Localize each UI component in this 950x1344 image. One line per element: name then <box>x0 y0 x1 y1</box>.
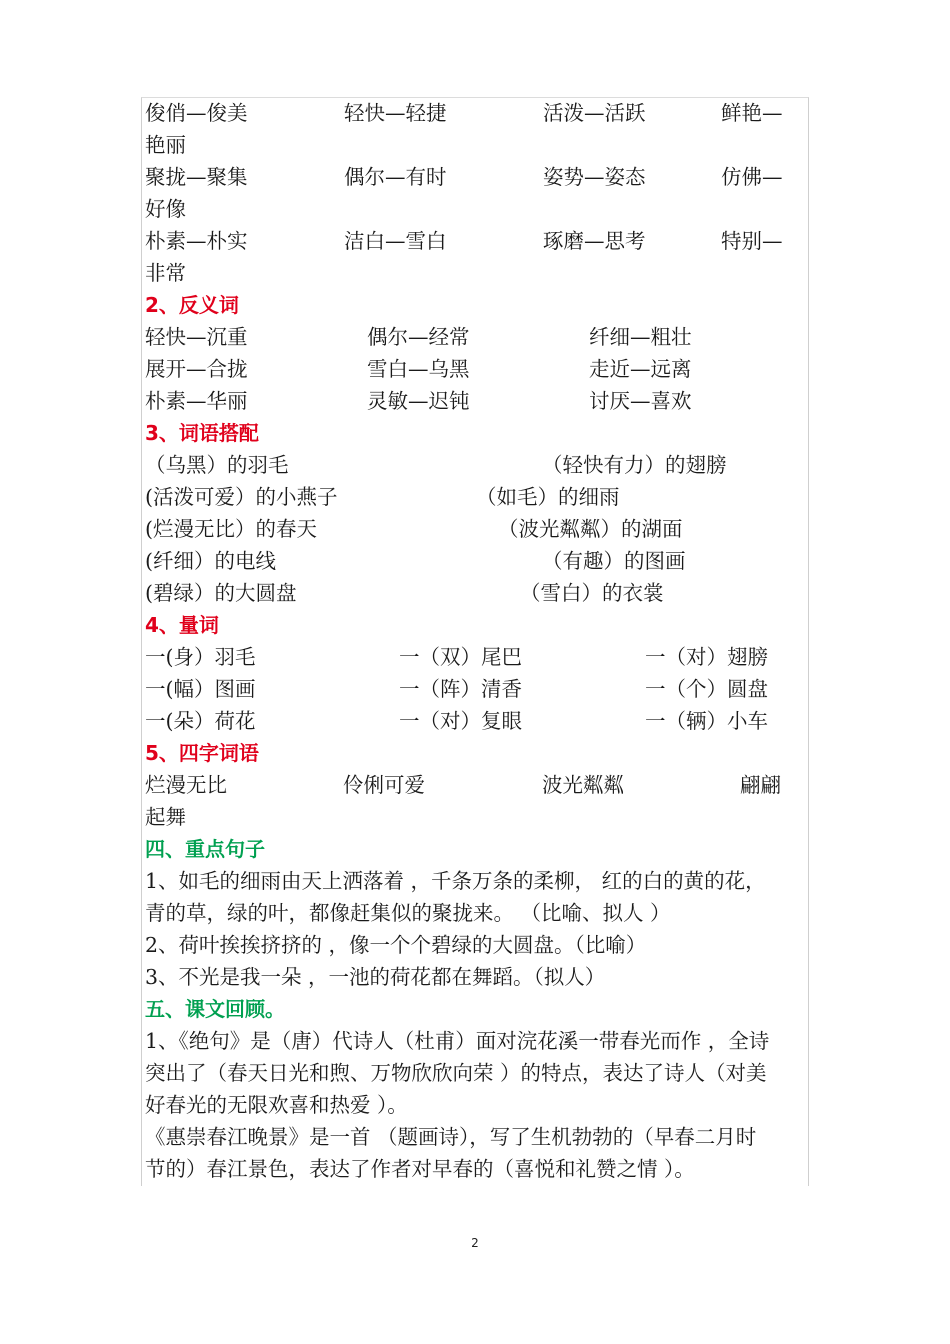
measure-phrase: 一(朵）荷花 <box>145 709 256 733</box>
word-pair: 灵敏—迟钝 <box>367 389 470 413</box>
review-line: 1、《绝句》是（唐）代诗人（杜甫）面对浣花溪一带春光而作 ，全诗 <box>145 1029 770 1053</box>
section-heading: 4、量词 <box>145 613 219 637</box>
idiom: 伶俐可爱 <box>343 773 425 797</box>
word-pair: 活泼—活跃 <box>543 101 646 125</box>
collocation-row <box>145 481 807 513</box>
word-pair: 展开—合拢 <box>145 357 248 381</box>
measure-phrase: 一（双）尾巴 <box>399 645 522 669</box>
antonym-row <box>145 353 807 385</box>
word-pair: 鲜艳— <box>721 101 783 125</box>
collocation: （轻快有力）的翅膀 <box>542 453 727 477</box>
collocation: (纤细）的电线 <box>145 549 276 573</box>
word-pair: 艳丽 <box>145 133 186 157</box>
word-pair: 姿势—姿态 <box>543 165 646 189</box>
word-pair: 聚拢—聚集 <box>145 165 248 189</box>
collocation-row <box>145 449 807 481</box>
section-heading: 四、重点句子 <box>145 837 265 861</box>
four-char-row <box>145 769 807 801</box>
word-pair: 轻快—轻捷 <box>344 101 447 125</box>
sentence-line: 3、不光是我一朵 ，一池的荷花都在舞蹈。（拟人） <box>145 965 606 989</box>
word-pair: 讨厌—喜欢 <box>589 389 692 413</box>
word-pair: 琢磨—思考 <box>543 229 646 253</box>
collocation: （波光粼粼）的湖面 <box>498 517 683 541</box>
section-heading: 五、课文回顾。 <box>145 997 285 1021</box>
word-pair: 朴素—朴实 <box>145 229 248 253</box>
synonym-row <box>145 257 807 289</box>
word-pair: 非常 <box>145 261 186 285</box>
synonym-row <box>145 225 807 257</box>
measure-word-row <box>145 641 807 673</box>
collocation: （有趣）的图画 <box>542 549 686 573</box>
idiom: 起舞 <box>145 805 186 829</box>
word-pair: 仿佛— <box>721 165 783 189</box>
idiom: 烂漫无比 <box>145 773 227 797</box>
measure-phrase: 一（阵）清香 <box>399 677 522 701</box>
collocation-row <box>145 545 807 577</box>
section-heading: 2、反义词 <box>145 293 239 317</box>
section-heading: 5、四字词语 <box>145 741 259 765</box>
word-pair: 雪白—乌黑 <box>367 357 470 381</box>
sentence-line: 青的草，绿的叶，都像赶集似的聚拢来。 （比喻、拟人 ） <box>145 901 671 925</box>
antonym-row <box>145 385 807 417</box>
word-pair: 偶尔—有时 <box>344 165 447 189</box>
measure-word-row <box>145 705 807 737</box>
synonym-row <box>145 97 807 129</box>
word-pair: 俊俏—俊美 <box>145 101 248 125</box>
word-pair: 纤细—粗壮 <box>589 325 692 349</box>
synonym-row <box>145 129 807 161</box>
measure-phrase: 一(幅）图画 <box>145 677 256 701</box>
sentence-line: 1、如毛的细雨由天上洒落着 ，千条万条的柔柳， 红的白的黄的花， <box>145 869 766 893</box>
idiom: 翩翩 <box>740 773 781 797</box>
measure-phrase: 一（辆）小车 <box>645 709 768 733</box>
word-pair: 朴素—华丽 <box>145 389 248 413</box>
word-pair: 走近—远离 <box>589 357 692 381</box>
collocation: （雪白）的衣裳 <box>520 581 664 605</box>
collocation: (烂漫无比）的春天 <box>145 517 317 541</box>
section-heading: 3、词语搭配 <box>145 421 259 445</box>
measure-phrase: 一（对）复眼 <box>399 709 522 733</box>
synonym-row <box>145 193 807 225</box>
word-pair: 偶尔—经常 <box>367 325 470 349</box>
collocation-row <box>145 577 807 609</box>
collocation: (活泼可爱）的小燕子 <box>145 485 338 509</box>
four-char-row <box>145 801 807 833</box>
document-content <box>145 97 807 1185</box>
measure-phrase: 一(身）羽毛 <box>145 645 256 669</box>
measure-word-row <box>145 673 807 705</box>
collocation: (碧绿）的大圆盘 <box>145 581 297 605</box>
measure-phrase: 一（个）圆盘 <box>645 677 768 701</box>
sentence-line: 2、荷叶挨挨挤挤的 ，像一个个碧绿的大圆盘。（比喻） <box>145 933 647 957</box>
collocation-row <box>145 513 807 545</box>
review-line: 好春光的无限欢喜和热爱 ）。 <box>145 1093 408 1117</box>
antonym-row <box>145 321 807 353</box>
page-number: 2 <box>471 1236 479 1250</box>
word-pair: 特别— <box>721 229 783 253</box>
word-pair: 轻快—沉重 <box>145 325 248 349</box>
idiom: 波光粼粼 <box>542 773 624 797</box>
review-line: 《惠崇春江晚景》是一首 （题画诗），写了生机勃勃的（早春二月时 <box>145 1125 757 1149</box>
review-line: 突出了（春天日光和煦、万物欣欣向荣 ）的特点，表达了诗人（对美 <box>145 1061 767 1085</box>
measure-phrase: 一（对）翅膀 <box>645 645 768 669</box>
review-line: 节的）春江景色，表达了作者对早春的（喜悦和礼赞之情 ）。 <box>145 1157 695 1181</box>
word-pair: 洁白—雪白 <box>344 229 447 253</box>
word-pair: 好像 <box>145 197 186 221</box>
synonym-row <box>145 161 807 193</box>
collocation: （乌黑）的羽毛 <box>145 453 289 477</box>
collocation: （如毛）的细雨 <box>476 485 620 509</box>
